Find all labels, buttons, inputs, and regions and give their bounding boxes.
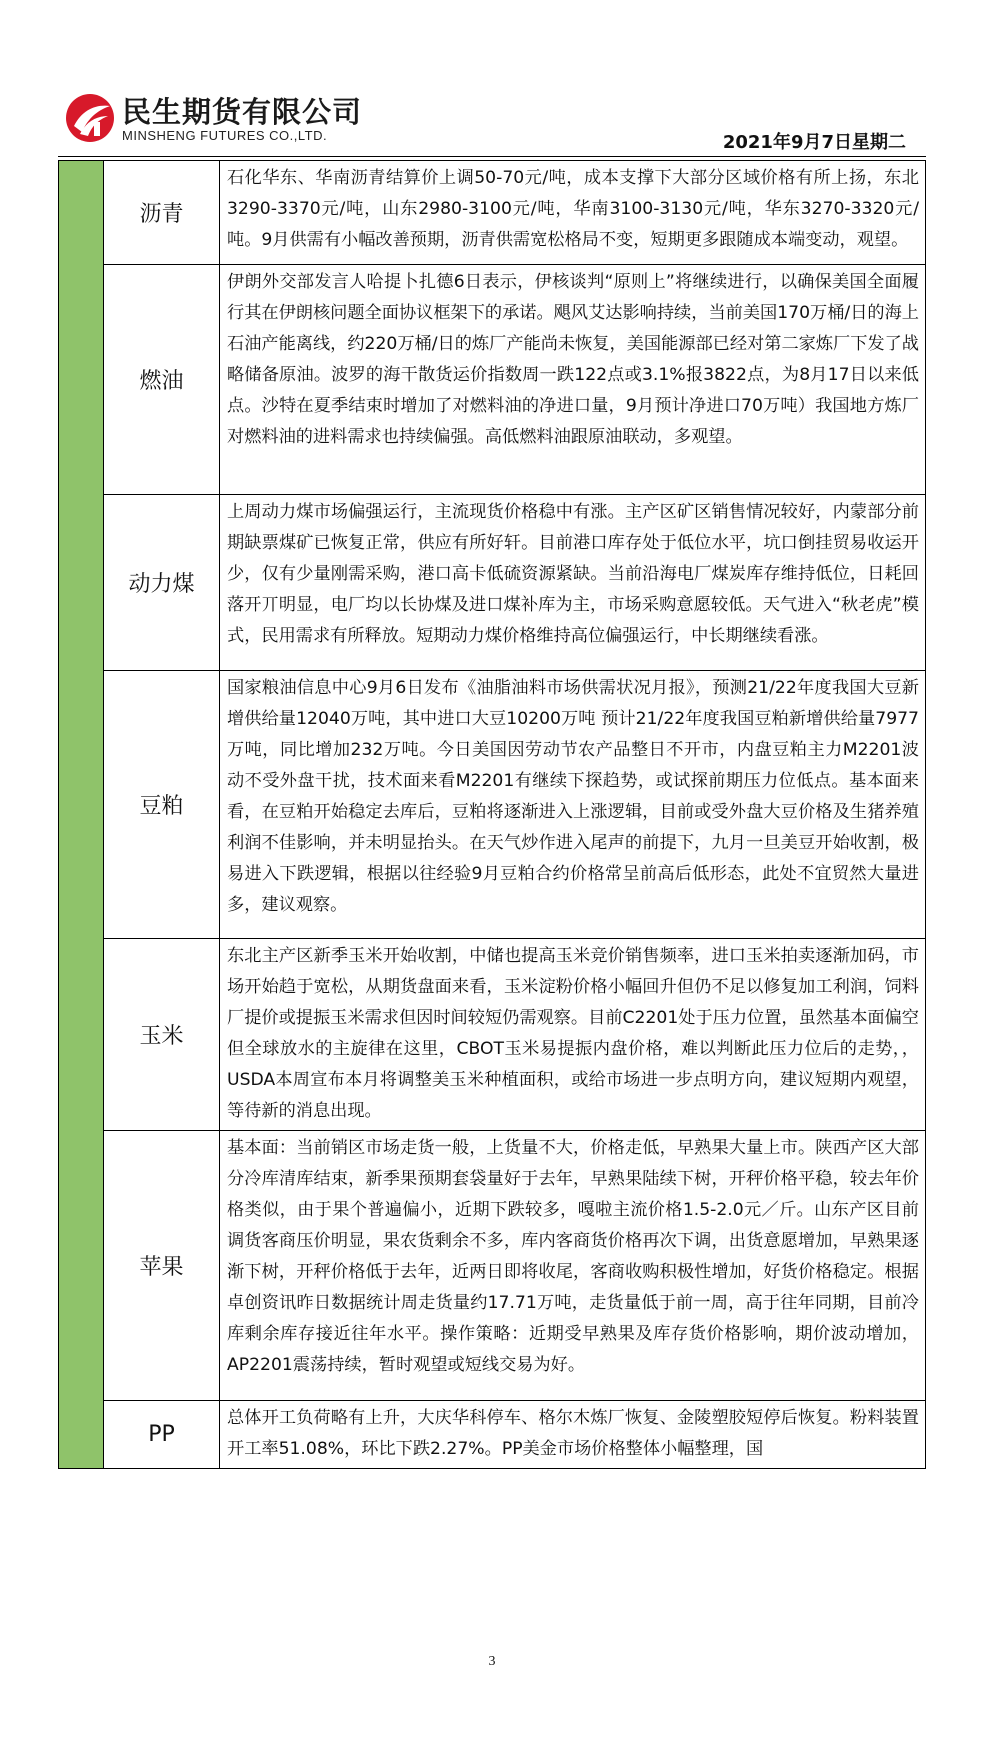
commodity-label: 动力煤: [104, 495, 220, 671]
table-row: [59, 1401, 926, 1469]
commodity-label: 玉米: [104, 939, 220, 1131]
commodity-analysis: 伊朗外交部发言人哈提卜扎德6日表示，伊核谈判“原则上”将继续进行，以确保美国全面履行其在伊朗核问题全面协议框架下的承诺。飓风艾达影响持续，当前美国170万桶/日的海上石油产能离线，约220万桶/日的炼厂产能尚未恢复，美国能源部已经对第二家炼厂下发了战略储备原油。波罗的海干散货运价指数周一跌122点或3.1%报3822点，为8月17日以来低点。沙特在夏季结束时增加了对燃料油的净进口量，9月预计净进口70万吨）我国地方炼厂对燃料油的进料需求也持续偏强。高低燃料油跟原油联动，多观望。: [220, 265, 926, 495]
commodity-analysis: 石化华东、华南沥青结算价上调50-70元/吨，成本支撑下大部分区域价格有所上扬，东北3290-3370元/吨，山东2980-3100元/吨，华南3100-3130元/吨，华东3270-3320元/吨。9月供需有小幅改善预期，沥青供需宽松格局不变，短期更多跟随成本端变动，观望。: [220, 161, 926, 265]
commodity-analysis: 国家粮油信息中心9月6日发布《油脂油料市场供需状况月报》，预测21/22年度我国大豆新增供给量12040万吨，其中进口大豆10200万吨 预计21/22年度我国豆粕新增供给量7977万吨，同比增加232万吨。今日美国因劳动节农产品整日不开市，内盘豆粕主力M2201波动不受外盘干扰，技术面来看M2201有继续下探趋势，或试探前期压力位低点。基本面来看，在豆粕开始稳定去库后，豆粕将逐渐进入上涨逻辑，目前或受外盘大豆价格及生猪养殖利润不佳影响，并未明显抬头。在天气炒作进入尾声的前提下，九月一旦美豆开始收割，极易进入下跌逻辑，根据以往经验9月豆粕合约价格常呈前高后低形态，此处不宜贸然大量进多，建议观察。: [220, 671, 926, 939]
table-row: [59, 671, 926, 939]
commodity-label: 豆粕: [104, 671, 220, 939]
minsheng-logo-icon: [64, 92, 116, 144]
side-column: [59, 161, 104, 1469]
commodity-label: 苹果: [104, 1131, 220, 1401]
table-row: [59, 939, 926, 1131]
table-row: [59, 1131, 926, 1401]
commodity-analysis: 基本面：当前销区市场走货一般，上货量不大，价格走低，早熟果大量上市。陕西产区大部分冷库清库结束，新季果预期套袋量好于去年，早熟果陆续下树，开秤价格平稳，较去年价格类似，由于果个普遍偏小，近期下跌较多，嘎啦主流价格1.5-2.0元／斤。山东产区目前调货客商压价明显，果农货剩余不多，库内客商货价格再次下调，出货意愿增加，早熟果逐渐下树，开秤价格低于去年，近两日即将收尾，客商收购积极性增加，好货价格稳定。根据卓创资讯昨日数据统计周走货量约17.71万吨，走货量低于前一周，高于往年同期，目前冷库剩余库存接近往年水平。操作策略：近期受早熟果及库存货价格影响，期价波动增加，AP2201震荡持续，暂时观望或短线交易为好。: [220, 1131, 926, 1401]
commodity-analysis: 总体开工负荷略有上升，大庆华科停车、格尔木炼厂恢复、金陵塑胶短停后恢复。粉料装置开工率51.08%，环比下跌2.27%。PP美金市场价格整体小幅整理，国: [220, 1401, 926, 1469]
table-row: [59, 265, 926, 495]
table-row: [59, 161, 926, 265]
company-name-en: MINSHENG FUTURES CO.,LTD.: [122, 128, 328, 143]
table-row: [59, 495, 926, 671]
header-divider: [58, 156, 926, 157]
commodity-analysis: 上周动力煤市场偏强运行，主流现货价格稳中有涨。主产区矿区销售情况较好，内蒙部分前期缺票煤矿已恢复正常，供应有所好轩。目前港口库存处于低位水平，坑口倒挂贸易收运开少，仅有少量刚需采购，港口高卡低硫资源紧缺。当前沿海电厂煤炭库存维持低位，日耗回落开丌明显，电厂均以长协煤及进口煤补库为主，市场采购意愿较低。天气进入“秋老虎”模式，民用需求有所释放。短期动力煤价格维持高位偏强运行，中长期继续看涨。: [220, 495, 926, 671]
commodity-label: 沥青: [104, 161, 220, 265]
commodity-table: [58, 160, 926, 1612]
company-logo: [64, 88, 364, 150]
company-name-cn: 民生期货有限公司: [122, 95, 363, 129]
commodity-label: 燃油: [104, 265, 220, 495]
commodity-label: PP: [104, 1401, 220, 1469]
report-date: 2021年9月7日星期二: [722, 132, 906, 153]
page-header: [0, 0, 984, 160]
page-number: 3: [488, 1654, 496, 1669]
commodity-analysis: 东北主产区新季玉米开始收割，中储也提高玉米竞价销售频率，进口玉米拍卖逐渐加码，市场开始趋于宽松，从期货盘面来看，玉米淀粉价格小幅回升但仍不足以修复加工利润，饲料厂提价或提振玉米需求但因时间较短仍需观察。目前C2201处于压力位置，虽然基本面偏空但全球放水的主旋律在这里，CBOT玉米易提振内盘价格，难以判断此压力位后的走势，，USDA本周宣布本月将调整美玉米种植面积，或给市场进一步点明方向，建议短期内观望，等待新的消息出现。: [220, 939, 926, 1131]
